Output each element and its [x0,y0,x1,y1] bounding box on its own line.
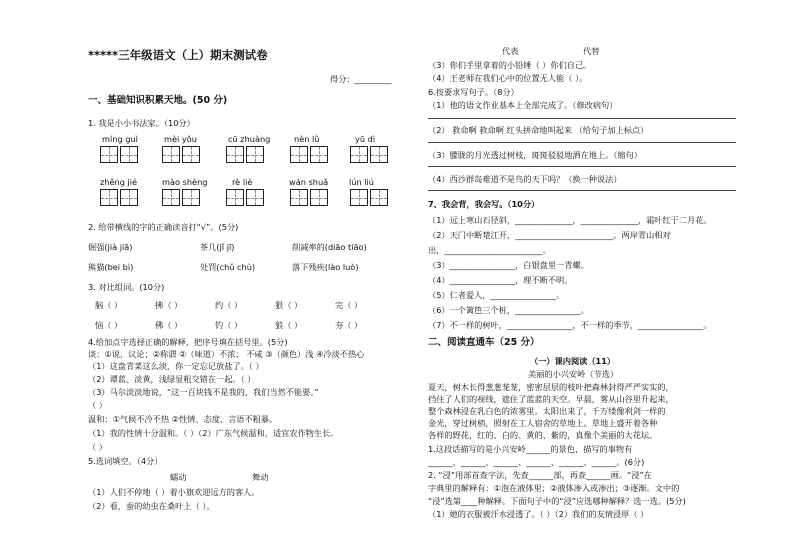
q5-word: 蠕动 [170,472,187,482]
writing-box[interactable] [100,189,118,206]
q2-item: 倔强(jià jiā) [88,242,133,252]
writing-box[interactable] [162,189,180,206]
question-4: 4.给加点字选择正确的解释，把序号填在括号里。(5分) [88,337,288,347]
writing-box[interactable] [182,189,200,206]
q4-definitions: 谈：①说，议论；②称谓 ②（味道）不浓； 不咸 ③（颜色）浅 ④冷淡不热心 [88,349,365,359]
question-2: 2. 给带横线的字的正确读音打“√”。(5分) [88,222,239,232]
q7-line: （2）天门中断楚江开，________________________。两岸青山相对 [428,230,671,240]
q4-line: （ ） [88,400,107,410]
reading-q1-blanks: ______、______、______、______、______、______。(6分) [428,457,645,467]
question-6: 6.按要求写句子。（8分） [428,87,519,97]
q3-item: 约（ ） [215,300,243,310]
pinyin-2: mèi yǒu [164,134,197,144]
reading-q2-line: （1）她的衣服被汗水浸透了。（ ）（2）我们的友情浸厚（ ） [428,509,649,519]
q5-line: （4）王老师在我们心中的位置无人能（ ）。 [428,73,588,83]
q3-item: 狠（ ） [275,300,303,310]
score-label: 得分：_________ [330,74,392,84]
q4-line: （3）马尔淡淡地说，“这一百块钱不是我的，我们当然不能要。” [88,387,319,397]
q2-item: 落下残疾(lào luò) [292,262,359,272]
reading-q1: 1.这段话描写的是小兴安岭______的景色，描写的事物有 [428,444,633,454]
passage-line: 挡住了人们的视线，遮住了蓝蓝的天空。早晨，雾从山谷里升起来， [428,394,674,404]
section-2-title: 二、阅读直通车（25 分） [428,337,540,348]
q7-line: （1）远上寒山石径斜，______________，______________，霜叶红于二月花。 [428,215,712,225]
q2-item: 茶几(jǐ jī) [200,242,235,252]
writing-box[interactable] [310,189,328,206]
q4-line: （1）这盘青菜这么淡，你一定忘记放盐了。（ ） [88,361,264,371]
reading-q2: 2. “浸”用部首查字法，先查______部，再查______画。“浸”在 [428,470,652,480]
writing-box[interactable] [100,146,118,163]
q4-line: 温和：①气候不冷不热 ②性情、态度、言语不粗暴。 [88,414,278,424]
q5-line: （3）你们手里拿着的小铅锤（ ）你们自己。 [428,60,592,70]
pinyin-10: lún liú [349,177,374,187]
pinyin-5: yū dì [355,134,376,144]
q4-line: （1）我的性情十分温和。（ ）（2）广东气候温和，适宜农作物生长。 [88,428,339,438]
writing-box[interactable] [246,189,264,206]
answer-line[interactable] [428,142,736,143]
q7-line: （6）一个篱笆三个桩，________________。 [428,305,589,315]
writing-box[interactable] [162,146,180,163]
reading-subtitle: 美丽的小兴安岭（节选） [528,369,619,379]
q7-line: （4）________________，理不断不明。 [428,275,573,285]
q7-line: （7）不一样的树叶，________________，不一样的季节，________________。 [428,320,712,330]
reading-title: （一）课内阅读（11） [530,356,616,366]
reading-q2-line: 字典里的解释有：①泡在液体里；②液体渗入或渗出；③逐渐。文中的 [428,483,680,493]
q3-item: 佛（ ） [155,320,183,330]
q6-item-2: （2） 救命啊 救命啊 红头拼命地叫起来 （给句子加上标点） [428,125,649,135]
q3-item: 狼（ ） [275,320,303,330]
writing-box[interactable] [310,146,328,163]
writing-box[interactable] [120,146,138,163]
answer-line[interactable] [428,190,736,191]
q6-item-3: （3）朦胧的月光透过树枝，斑斑驳驳地洒在地上。（缩句） [428,150,642,160]
q2-item: 削减率的(diāo tiāo) [292,242,367,252]
writing-box[interactable] [290,189,308,206]
q5-line: （2）看，蚕的幼虫在桑叶上（ ）。 [88,501,215,511]
writing-box[interactable] [350,146,368,163]
reading-q2-line: “浸”选第____种解释。下面句子中的“浸”应选哪种解释？选一选。(5分) [428,496,686,506]
q5-word: 舞动 [252,472,269,482]
pinyin-1: míng guì [102,134,138,144]
answer-line[interactable] [428,118,736,119]
q6-item-1: （1）他的语文作业基本上全部完成了。（修改病句） [428,100,618,110]
pinyin-4: nèn lǜ [294,134,320,144]
q3-item: 钓（ ） [215,320,243,330]
pinyin-9: wán shuǎ [289,177,329,187]
pinyin-3: cū zhuàng [228,134,271,144]
q3-item: 脑（ ） [95,300,123,310]
q2-item: 处罚(chǔ chù) [200,262,256,272]
writing-box[interactable] [350,189,368,206]
q6-item-4: （4）西沙群岛难道不是鸟的天下吗？（换一种说法） [428,174,622,184]
writing-box[interactable] [226,189,244,206]
q4-line: （ ） [88,442,107,452]
q4-line: （2）谭蓝、淡黄，浅绿显粗交错在一起。（ ） [88,374,256,384]
q3-item: 完（ ） [335,300,363,310]
q3-item: 夯（ ） [335,320,363,330]
question-7: 7、我会背，我会写。（10分） [428,199,540,209]
q5-word: 代表 [502,46,519,56]
q7-line: （3）________________，白银盘里一青螺。 [428,260,589,270]
passage-line: 金光，穿过树梢，照射在工人宿舍的草地上。草地上盛开着各种 [428,418,658,428]
q7-line: 出，________________________。 [428,245,551,255]
question-3: 3. 对比组词。(10分) [88,282,165,292]
writing-box[interactable] [226,146,244,163]
passage-line: 各样的野花，红的、白的、黄的、紫的，真像个美丽的大花坛。 [428,430,658,440]
section-1-title: 一、基础知识积累天地。(50 分) [88,95,228,106]
writing-box[interactable] [182,146,200,163]
q5-line: （1）人们不停地（ ）着小旗欢迎远方的客人。 [88,487,260,497]
question-1: 1. 我是小小书法家。（10分） [88,118,195,128]
writing-box[interactable] [370,189,388,206]
pinyin-6: zhěng jié [100,177,138,187]
answer-line[interactable] [428,166,736,167]
q5-word: 代替 [583,46,600,56]
passage-line: 夏天，树木长得葱葱茏茏，密密层层的枝叶把森林封得严严实实的， [428,382,674,392]
question-5: 5.选词填空。（4分） [88,456,163,466]
writing-box[interactable] [120,189,138,206]
writing-box[interactable] [290,146,308,163]
writing-box[interactable] [370,146,388,163]
pinyin-7: mào shèng [162,177,208,187]
q3-item: 拂（ ） [155,300,183,310]
writing-box[interactable] [246,146,264,163]
pinyin-8: rè liè [232,177,253,187]
q2-item: 熊猫(bei bì) [88,262,134,272]
passage-line: 整个森林浸在乳白色的浓雾里。太阳出来了，千万缕像利剑一样的 [428,406,666,416]
q3-item: 恼（ ） [95,320,123,330]
exam-title: *****三年级语文（上）期末测试卷 [88,48,268,62]
q7-line: （5）仁者爱人，________________。 [428,290,565,300]
